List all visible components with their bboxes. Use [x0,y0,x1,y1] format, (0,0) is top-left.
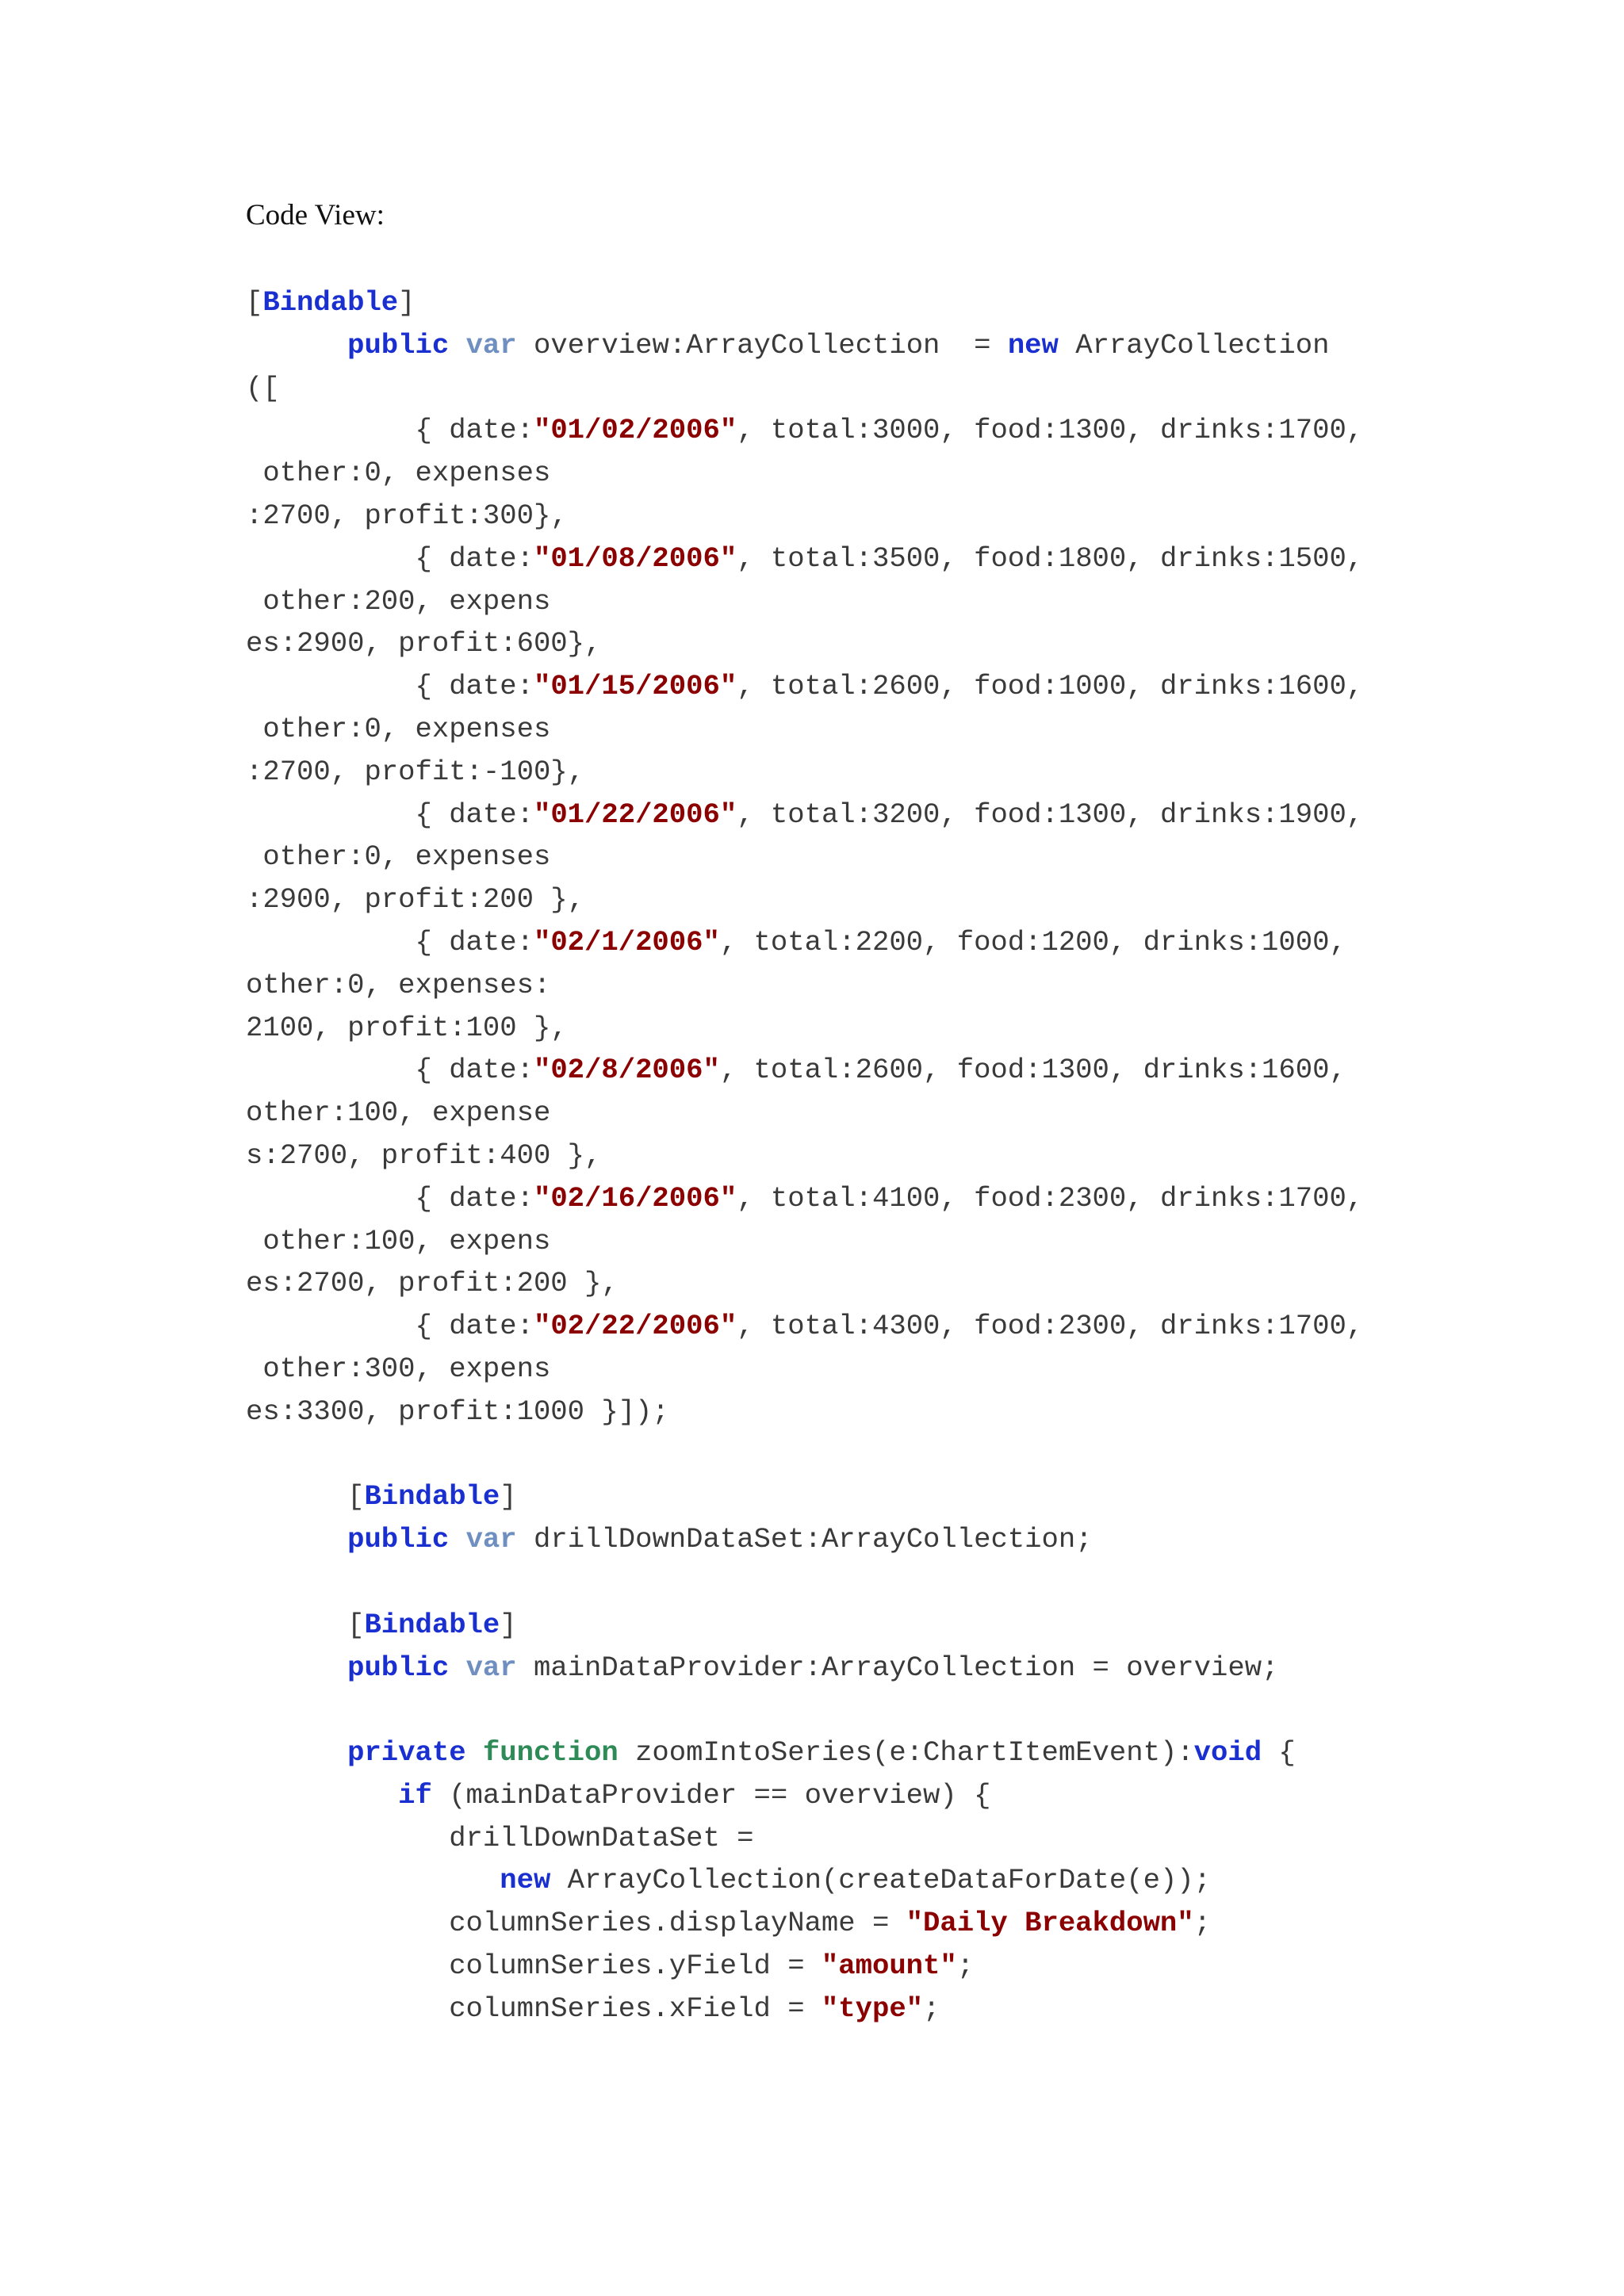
keyword: private [347,1736,466,1770]
code-line [246,1348,1363,1391]
code-line [246,452,1363,495]
code-text: zoomIntoSeries(e:ChartItemEvent): [618,1736,1194,1770]
keyword: Bindable [364,1608,500,1641]
code-text: ArrayCollection [1058,328,1330,362]
string-literal: "02/8/2006" [533,1054,720,1087]
code-line [246,580,1363,623]
code-text: [ [246,286,263,319]
code-text: other:100, expense [246,1096,551,1130]
code-text: , total:3200, food:1300, drinks:1900, [737,798,1364,831]
code-text [449,1523,465,1556]
keyword: Bindable [262,286,399,319]
code-line [246,409,1363,452]
code-line [246,1689,1363,1732]
code-text: other:0, expenses: [246,968,551,1001]
code-text: drillDownDataSet:ArrayCollection; [516,1523,1093,1556]
code-line [246,1518,1363,1561]
code-text: ] [500,1608,517,1641]
keyword: if [398,1778,432,1812]
code-line [246,836,1363,878]
code-line [246,1647,1363,1689]
string-literal: "amount" [821,1950,957,1983]
code-text: other:0, expenses [246,457,551,490]
code-text: es:2700, profit:200 }, [246,1267,619,1300]
code-line [246,1049,1363,1092]
code-text: ] [398,286,416,319]
keyword: public [347,1523,450,1556]
code-text: , total:3000, food:1300, drinks:1700, [737,414,1364,447]
code-line [246,1817,1363,1860]
code-text: ] [500,1480,517,1513]
code-text: { [1262,1736,1296,1770]
code-text: { date: [246,541,534,575]
code-text: mainDataProvider:ArrayCollection = overview; [516,1651,1279,1684]
string-literal: "02/16/2006" [533,1181,737,1215]
code-line [246,1092,1363,1135]
code-block [246,281,1363,2030]
code-text [246,1864,500,1896]
string-literal: "Daily Breakdown" [906,1907,1194,1940]
string-literal: "01/02/2006" [533,414,737,447]
code-line [246,1902,1363,1945]
code-text: :2900, profit:200 }, [246,883,585,916]
code-text [246,1736,347,1769]
code-text: columnSeries.xField = [246,1992,822,2025]
page-heading: Code View: [246,199,385,232]
code-text: columnSeries.displayName = [246,1907,906,1940]
code-text: , total:2200, food:1200, drinks:1000, [719,925,1346,959]
code-line [246,495,1363,538]
code-line [246,921,1363,964]
string-literal: "02/1/2006" [533,925,720,959]
code-text: ArrayCollection(createDataForDate(e)); [550,1864,1211,1897]
code-line [246,1177,1363,1220]
string-literal: "01/22/2006" [533,798,737,831]
code-text [246,329,347,362]
code-line [246,367,1363,410]
string-literal: "02/22/2006" [533,1310,737,1343]
code-text: ([ [246,371,280,404]
var-keyword: var [465,1523,517,1556]
code-line [246,1604,1363,1647]
code-text: (mainDataProvider == overview) { [431,1778,991,1812]
code-text: ; [1193,1907,1211,1940]
code-line [246,708,1363,751]
code-line [246,1135,1363,1177]
keyword: Bindable [364,1480,500,1513]
keyword: public [347,328,450,362]
code-text: other:200, expens [246,584,551,618]
code-line [246,1391,1363,1433]
code-line [246,964,1363,1007]
code-text: es:2900, profit:600}, [246,627,602,660]
code-line [246,1732,1363,1774]
var-keyword: var [465,328,517,362]
code-line [246,538,1363,580]
code-line [246,622,1363,665]
code-line [246,281,1363,324]
code-line [246,1262,1363,1305]
code-text: , total:3500, food:1800, drinks:1500, [737,541,1364,575]
code-line [246,324,1363,367]
code-line [246,1859,1363,1902]
code-text: { date: [246,1310,534,1343]
code-text [449,329,465,362]
code-line [246,1305,1363,1348]
code-text: 2100, profit:100 }, [246,1011,568,1044]
code-text: { date: [246,1181,534,1215]
code-line [246,665,1363,708]
code-text [449,1651,465,1684]
var-keyword: var [465,1651,517,1684]
code-line [246,1945,1363,1988]
code-text: :2700, profit:300}, [246,499,568,532]
code-text: , total:4100, food:2300, drinks:1700, [737,1181,1364,1215]
code-line [246,878,1363,921]
code-text: [ [246,1480,365,1513]
code-text: other:100, expens [246,1224,551,1257]
code-text: { date: [246,670,534,703]
code-text: drillDownDataSet = [246,1821,754,1854]
string-literal: "01/08/2006" [533,541,737,575]
code-line [246,1561,1363,1604]
code-line [246,1774,1363,1817]
code-line [246,1988,1363,2030]
code-line [246,1220,1363,1263]
keyword: new [500,1864,551,1897]
string-literal: "type" [821,1992,924,2025]
code-text: columnSeries.yField = [246,1950,822,1983]
code-line [246,751,1363,794]
code-text: s:2700, profit:400 }, [246,1138,602,1172]
keyword: void [1193,1736,1262,1770]
keyword: public [347,1651,450,1684]
code-text: overview:ArrayCollection = [516,328,1008,362]
code-text: other:300, expens [246,1352,551,1385]
code-text: { date: [246,798,534,831]
code-text: ; [956,1950,975,1983]
code-text: , total:2600, food:1000, drinks:1600, [737,670,1364,703]
code-line [246,794,1363,836]
code-line [246,1007,1363,1050]
code-text [246,1523,347,1556]
code-line [246,1475,1363,1518]
code-text: es:3300, profit:1000 }]); [246,1395,669,1428]
code-text: other:0, expenses [246,840,551,874]
code-text: { date: [246,925,534,959]
code-text: other:0, expenses [246,712,551,745]
code-text: ; [923,1992,940,2025]
code-text [246,1779,398,1812]
code-line [246,1433,1363,1476]
keyword: new [1007,328,1059,362]
code-text: , total:2600, food:1300, drinks:1600, [719,1054,1346,1087]
code-text [246,1651,347,1684]
string-literal: "01/15/2006" [533,670,737,703]
code-text [466,1736,483,1769]
code-text: { date: [246,414,534,447]
code-text: , total:4300, food:2300, drinks:1700, [737,1310,1364,1343]
code-text: [ [246,1608,365,1641]
code-text: :2700, profit:-100}, [246,755,585,788]
function-keyword: function [482,1736,619,1770]
code-text: { date: [246,1054,534,1087]
